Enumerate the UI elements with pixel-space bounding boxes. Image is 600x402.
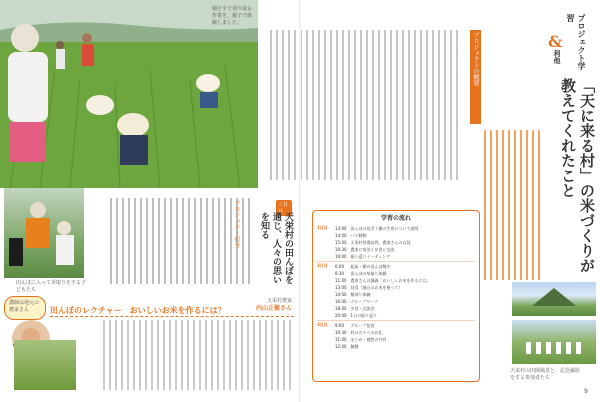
schedule-activity: バス移動 [350,232,367,238]
schedule-activity: 解散 [350,343,359,349]
schedule-box [312,210,480,382]
schedule-time: 15:00 [335,240,347,245]
schedule-activity: 振り返りミーティング [350,253,391,259]
lecturer-bubble: 講師は地元の農家さん [4,296,46,320]
section-title: 天栄村の田んぼを通じ、人々の思いを知る [259,212,293,284]
schedule-activity: 1日の振り返り [350,312,378,318]
schedule-title: 学習の流れ [380,215,411,222]
page-number: 9 [584,388,588,395]
schedule-row [333,239,420,246]
sidebar-label: プロジェクトの概要 [470,30,481,124]
schedule-activity: 田んぼの草取り体験 [350,270,387,276]
schedule-row [333,336,389,343]
headline: 「天に来る村」の米づくりが教えてくれたこと [559,78,596,273]
category-sub: 利他 [553,50,562,64]
schedule-row [333,322,389,329]
schedule-row [333,270,433,277]
schedule-time: 13:00 [335,285,347,290]
category-label: プロジェクト学習 [566,14,587,70]
schedule-row [333,232,420,239]
section-label-badge: 三日目 [276,200,292,216]
schedule-time: 16:00 [335,299,347,304]
schedule-time: 19:00 [335,254,347,259]
schedule-time: 14:00 [335,292,347,297]
schedule-activity: 稲刈り体験 [350,291,371,297]
schedule-row [333,329,389,336]
schedule-time: 11:00 [335,278,347,283]
schedule-activity: グループ発表 [350,322,375,328]
schedule-row [333,343,389,350]
schedule-activity: 農家に宿泊 / 夕食と交流 [350,246,395,252]
lecturer-role: 天栄村農家 [266,298,292,304]
lecture-title: 田んぼのレクチャー おいしいお米を作るには？ [50,306,226,315]
schedule-row [333,284,433,291]
schedule-time: 9:00 [335,323,344,328]
section-tag: プロジェクト紹介 [233,200,240,248]
lecturer-name: 内山正樹さん [255,305,292,312]
schedule-row [333,263,433,270]
photo-participants-group [512,320,596,364]
schedule-activity: 農家さんの講義「おいしいお米を作るには」 [350,277,431,283]
schedule-time: 16:30 [335,247,347,252]
schedule-row [333,246,420,253]
schedule-row [333,305,433,312]
photo-caption-top: 稲を手で刈り取る作業を、親子で体験しました。 [212,6,253,26]
schedule-day [317,320,475,351]
schedule-time: 6:00 [335,264,344,269]
photo-weeding [4,188,84,278]
schedule-time: 20:00 [335,313,347,318]
ampersand-mark: & [548,32,563,51]
photo-rice-plant [14,340,76,390]
bottom-right-caption: 天栄村の田園風景と、記念撮影をする参加者たち [510,368,581,381]
schedule-body [313,222,479,353]
schedule-time: 13:00 [335,226,347,231]
schedule-time: 10:30 [335,330,347,335]
schedule-day-label: 3日目 [317,322,328,327]
schedule-time: 18:00 [335,306,347,311]
schedule-row [333,298,433,305]
schedule-activity: 昼食（地元のお米を使って） [350,284,403,290]
body-text-block-1 [88,196,256,288]
schedule-day [317,224,475,261]
body-text-block-3 [262,20,462,190]
lead-text-orange [474,130,544,280]
schedule-day [317,261,475,320]
photo-caption-left: 田んぼに入って草取りをする子どもたち [16,280,87,293]
schedule-activity: 起床・朝の田んぼ散歩 [350,263,391,269]
schedule-time: 8:30 [335,271,344,276]
schedule-row [333,225,420,232]
schedule-row [333,277,433,284]
schedule-activity: グループワーク [350,298,379,304]
schedule-time: 14:00 [335,233,347,238]
schedule-activity: 田んぼの見学 / 稲の生育について説明 [350,225,419,231]
schedule-activity: まとめ・感想の共有 [350,336,387,342]
schedule-day-label: 1日目 [317,225,328,230]
schedule-activity: 天栄村役場訪問、農家さんのお話 [350,239,411,245]
schedule-day-label: 2日目 [317,263,328,268]
schedule-row [333,253,420,260]
body-text-block-2 [84,318,296,394]
schedule-time: 11:00 [335,337,347,342]
schedule-row [333,312,433,319]
photo-landscape-mountain [512,282,596,316]
page-gutter [299,0,301,402]
schedule-activity: 村の方々へのお礼 [350,329,383,335]
schedule-time: 12:00 [335,344,347,349]
schedule-activity: 夕食・交流会 [350,305,375,311]
schedule-row [333,291,433,298]
